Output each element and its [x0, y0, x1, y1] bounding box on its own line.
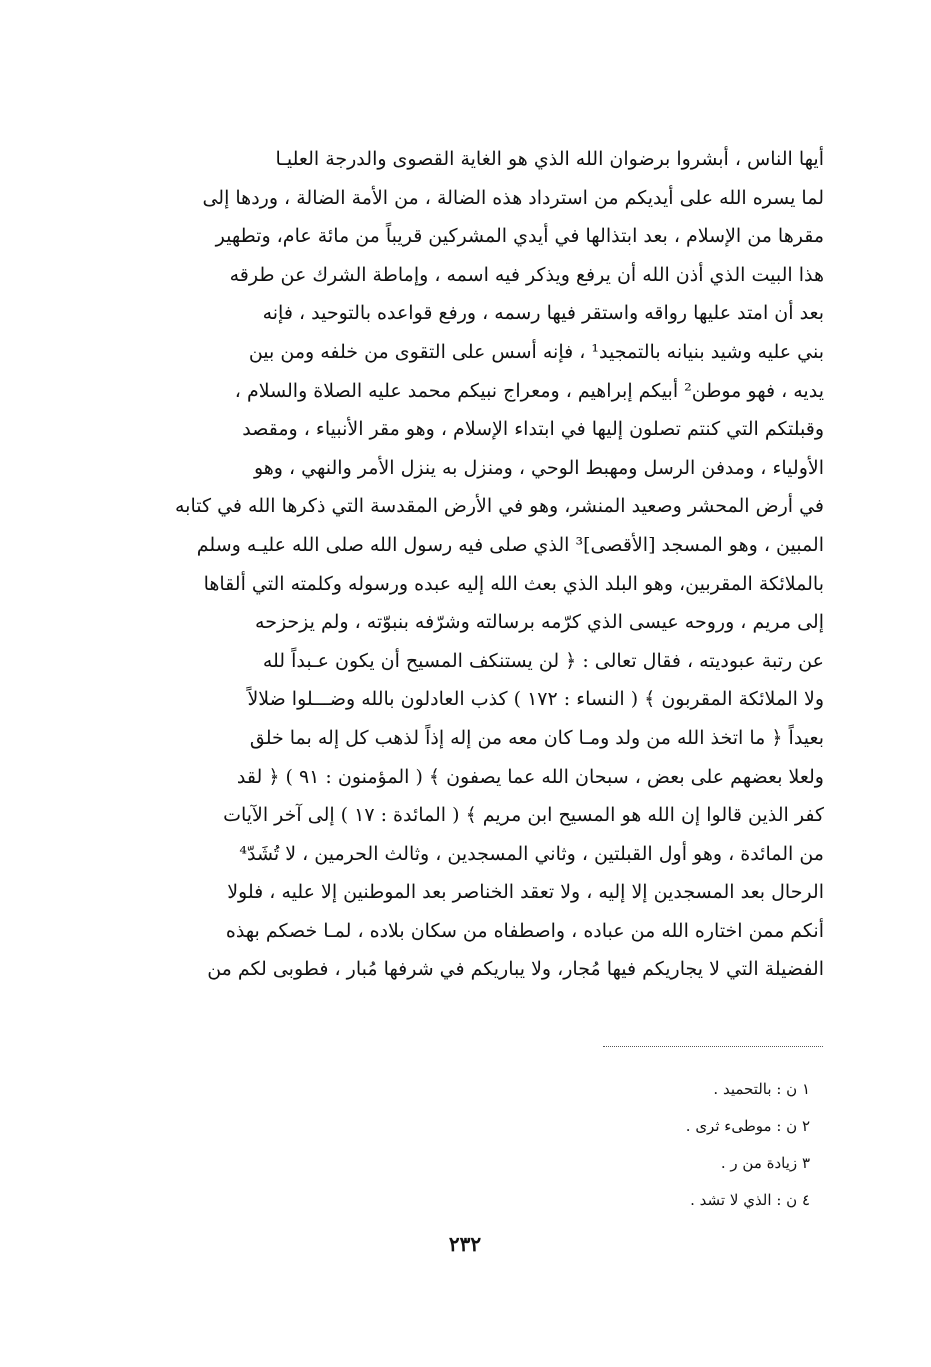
page-number: ٢٣٢ [448, 1232, 482, 1256]
footnote-item: ٢ ن : موطىء ثرى . [685, 1117, 810, 1135]
footnote-item: ٣ زيادة من ر . [720, 1154, 810, 1172]
text-line: يديه ، فهو موطن² أبيكم إبراهيم ، ومعراج نبيكم محمد عليه الصلاة والسلام ، [234, 379, 824, 402]
footnote-item: ٤ ن : الذي لا تشد . [690, 1191, 810, 1209]
text-line: كفر الذين قالوا إن الله هو المسيح ابن مريم ﴾ ( المائدة : ١٧ ) إلى آخر الآيات [223, 804, 824, 827]
text-line: بعيداً ﴿ ما اتخذ الله من ولد ومـا كان معه من إله إذاً لذهب كل إله بما خلق [249, 726, 824, 749]
text-line: أيها الناس ، أبشروا برضوان الله الذي هو الغاية القصوى والدرجة العليـا [275, 148, 824, 170]
footnote-divider [603, 1046, 823, 1047]
text-line: مقرها من الإسلام ، بعد ابتذالها في أيدي المشركين قريباً من مائة عام، وتطهير [215, 225, 824, 248]
text-line: أنكم ممن اختاره الله من عباده ، واصطفاه من سكان بلاده ، لمـا خصكم بهذه [225, 919, 824, 942]
text-line: الرحال بعد المسجدين إلا إليه ، ولا تعقد الخناصر بعد الموطنين إلا عليه ، فلولا [227, 881, 824, 904]
text-line: إلى مريم ، وروحه عيسى الذي كرّمه برسالته وشرّفه بنبوّته ، ولم يزحزحه [255, 611, 824, 634]
main-text-block [112, 140, 824, 989]
footnotes-block [500, 1071, 810, 1219]
text-line: لما يسره الله على أيديكم من استرداد هذه الضالة ، من الأمة الضالة ، وردها إلى [202, 186, 824, 209]
text-line: هذا البيت الذي أذن الله أن يرفع ويذكر فيه اسمه ، وإماطة الشرك عن طرقه [229, 263, 824, 286]
footnote-item: ١ ن : بالتحميد . [713, 1080, 810, 1098]
text-line: في أرض المحشر وصعيد المنشر، وهو في الأرض المقدسة التي ذكرها الله في كتابه [174, 495, 824, 518]
text-line: الأولياء ، ومدفن الرسل ومهبط الوحي ، ومنزل به ينزل الأمر والنهي ، وهو [253, 456, 824, 479]
text-line: ولا الملائكة المقربون ﴾ ( النساء : ١٧٢ ) كذب العادلون بالله وضـــلوا ضلالاً [247, 688, 824, 711]
text-line: المبين ، وهو المسجد [الأقصى]³ الذي صلى فيه رسول الله صلى الله عليـه وسلم [196, 533, 824, 556]
text-line: بالملائكة المقربين، وهو البلد الذي بعث الله إليه عبده ورسوله وكلمته التي ألقاها [203, 572, 824, 595]
text-line: الفضيلة التي لا يجاريكم فيها مُجار، ولا يباريكم في شرفها مُبار ، فطوبى لكم من [207, 958, 824, 981]
text-line: بعد أن امتد عليها رواقه واستقر فيها رسمه ، ورفع قواعده بالتوحيد ، فإنه [262, 302, 824, 325]
text-line: من المائدة ، وهو أول القبلتين ، وثاني المسجدين ، وثالث الحرمين ، لا تُشَدّ⁴ [239, 842, 824, 865]
text-line: عن رتبة عبوديته ، فقال تعالى : ﴿ لن يستنكف المسيح أن يكون عـبداً لله [262, 649, 824, 672]
text-line: ولعلا بعضهم على بعض ، سبحان الله عما يصفون ﴾ ( المؤمنون : ٩١ ) ﴿ لقد [236, 765, 824, 788]
text-line: بني عليه وشيد بنيانه بالتمجيد¹ ، فإنه أسس على التقوى من خلفه ومن بين [248, 340, 824, 363]
text-line: وقبلتكم التي كنتم تصلون إليها في ابتداء الإسلام ، وهو مقر الأنبياء ، ومقصد [242, 418, 824, 441]
